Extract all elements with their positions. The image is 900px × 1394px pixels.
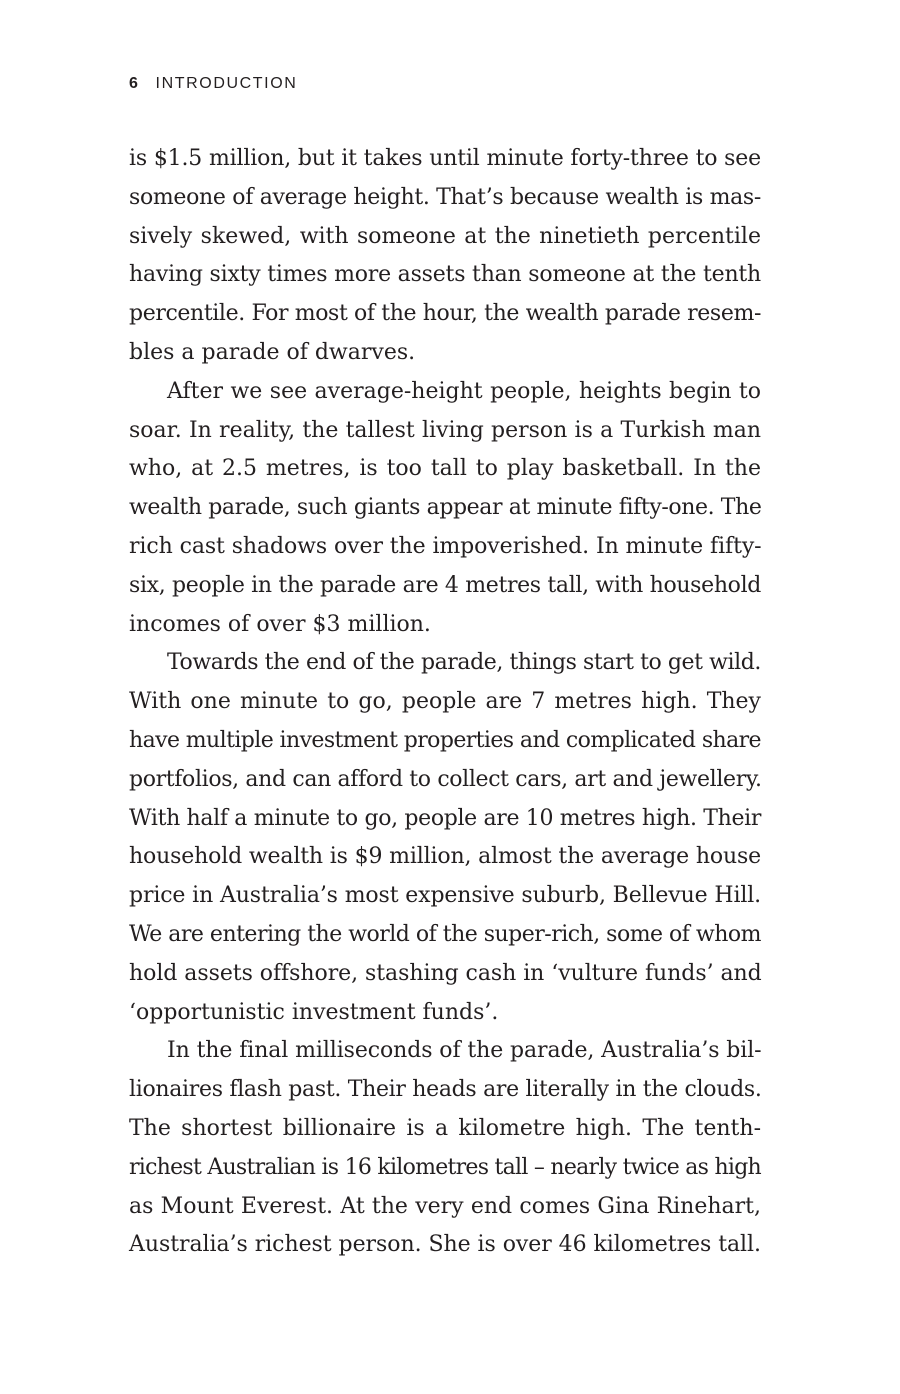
- text-line: portfolios, and can afford to collect cars, art and jewellery.: [129, 766, 762, 792]
- paragraph-3: [129, 644, 761, 1032]
- text-line: The shortest billionaire is a kilometre high. The tenth-: [129, 1115, 761, 1141]
- text-line: After we see average-height people, heights begin to: [167, 378, 761, 404]
- text-line: as Mount Everest. At the very end comes Gina Rinehart,: [129, 1193, 761, 1219]
- text-line: wealth parade, such giants appear at minute fifty-one. The: [129, 495, 762, 521]
- text-line: lionaires flash past. Their heads are literally in the clouds.: [129, 1077, 762, 1103]
- running-head: [129, 74, 297, 94]
- text-line: someone of average height. That’s because wealth is mas-: [129, 184, 762, 210]
- text-line: have multiple investment properties and complicated share: [129, 727, 761, 753]
- text-line: With one minute to go, people are 7 metres high. They: [129, 689, 761, 715]
- text-line: Towards the end of the parade, things start to get wild.: [167, 650, 761, 676]
- text-line: We are entering the world of the super-rich, some of whom: [129, 921, 761, 947]
- text-line: incomes of over $3 million.: [129, 611, 431, 637]
- text-line: sively skewed, with someone at the ninetieth percentile: [129, 223, 761, 249]
- text-line: bles a parade of dwarves.: [129, 339, 416, 365]
- section-title: INTRODUCTION: [155, 75, 298, 92]
- paragraph-1: [129, 140, 761, 373]
- text-line: six, people in the parade are 4 metres tall, with household: [129, 572, 762, 598]
- paragraph-4: [129, 1032, 761, 1265]
- text-line: soar. In reality, the tallest living person is a Turkish man: [129, 417, 761, 443]
- body-text: [129, 140, 761, 1265]
- paragraph-2: [129, 373, 761, 645]
- text-line: ‘opportunistic investment funds’.: [129, 999, 499, 1025]
- text-line: richest Australian is 16 kilometres tall – nearly twice as high: [129, 1154, 761, 1180]
- text-line: rich cast shadows over the impoverished. In minute fifty-: [129, 533, 762, 559]
- text-line: With half a minute to go, people are 10 metres high. Their: [129, 805, 761, 831]
- text-line: hold assets offshore, stashing cash in ‘vulture funds’ and: [129, 960, 762, 986]
- text-line: household wealth is $9 million, almost the average house: [129, 844, 761, 870]
- text-line: percentile. For most of the hour, the wealth parade resem-: [129, 301, 761, 327]
- text-line: is $1.5 million, but it takes until minute forty-three to see: [129, 146, 761, 171]
- text-line: having sixty times more assets than someone at the tenth: [129, 262, 762, 288]
- text-line: Australia’s richest person. She is over 46 kilometres tall.: [129, 1232, 761, 1258]
- text-line: price in Australia’s most expensive suburb, Bellevue Hill.: [129, 883, 762, 909]
- text-line: who, at 2.5 metres, is too tall to play basketball. In the: [129, 456, 761, 482]
- text-line: In the final milliseconds of the parade, Australia’s bil-: [167, 1038, 762, 1064]
- page-number: 6: [129, 75, 140, 92]
